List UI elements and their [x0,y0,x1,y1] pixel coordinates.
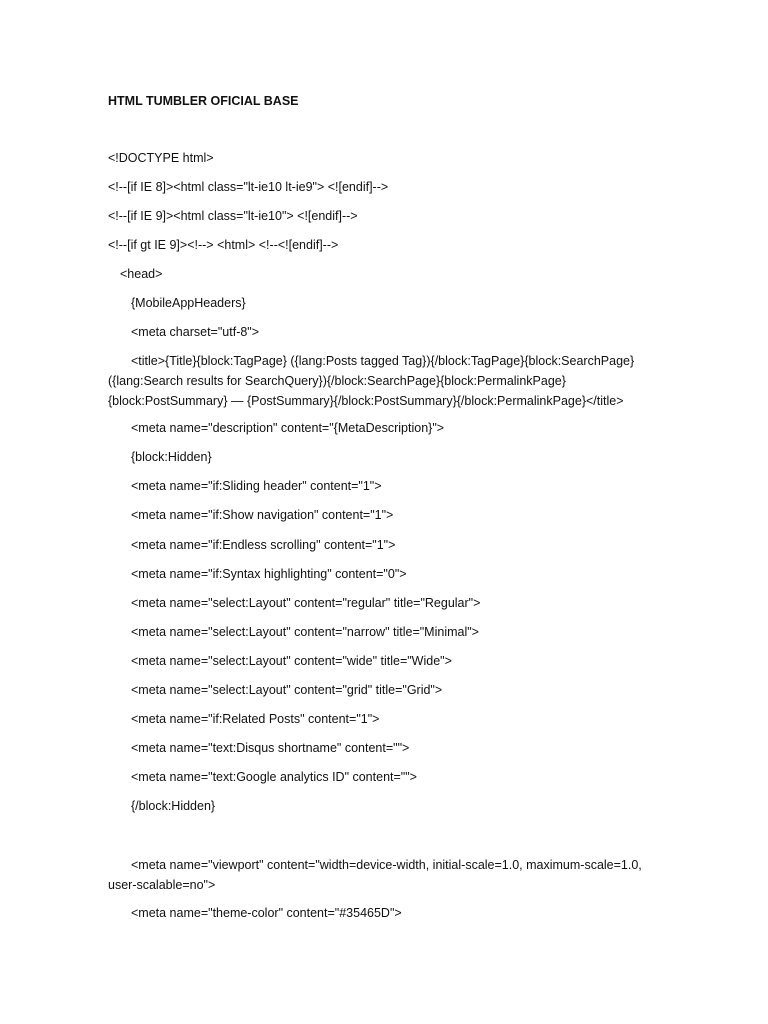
meta-disqus-line: <meta name="text:Disqus shortname" content=""> [131,741,410,755]
meta-theme-color-line: <meta name="theme-color" content="#35465D"> [131,906,402,920]
block-hidden-close-line: {/block:Hidden} [131,799,216,813]
title-tag-line: <title>{Title}{block:TagPage} ({lang:Posts tagged Tag}){/block:TagPage}{block:SearchPage} ({lang:Search results for SearchQuery}){/block:SearchPage}{block:PermalinkPage} {block:PostSummary} — {PostSummary}{/block:PostSummary}{/block:PermalinkPage}</title> [108,354,635,408]
head-open-line: <head> [120,267,163,281]
meta-layout-wide-line: <meta name="select:Layout" content="wide" title="Wide"> [131,654,452,668]
if-ie8-line: <!--[if IE 8]><html class="lt-ie10 lt-ie9"> <![endif]--> [108,180,389,194]
meta-description-line: <meta name="description" content="{MetaDescription}"> [131,421,445,435]
block-hidden-open-line: {block:Hidden} [131,450,212,464]
if-ie9-line: <!--[if IE 9]><html class="lt-ie10"> <![endif]--> [108,209,358,223]
meta-show-navigation-line: <meta name="if:Show navigation" content="1"> [131,508,394,522]
meta-charset-line: <meta charset="utf-8"> [131,325,260,339]
mobile-app-headers-line: {MobileAppHeaders} [131,296,246,310]
document-title: HTML TUMBLER OFICIAL BASE [108,94,299,108]
meta-endless-scrolling-line: <meta name="if:Endless scrolling" content="1"> [131,538,396,552]
meta-sliding-header-line: <meta name="if:Sliding header" content="1"> [131,479,382,493]
meta-viewport-line: <meta name="viewport" content="width=device-width, initial-scale=1.0, maximum-scale=1.0, user-scalable=no"> [108,858,642,892]
meta-layout-grid-line: <meta name="select:Layout" content="grid" title="Grid"> [131,683,443,697]
meta-layout-narrow-line: <meta name="select:Layout" content="narrow" title="Minimal"> [131,625,479,639]
meta-related-posts-line: <meta name="if:Related Posts" content="1"> [131,712,380,726]
meta-layout-regular-line: <meta name="select:Layout" content="regular" title="Regular"> [131,596,481,610]
meta-syntax-highlighting-line: <meta name="if:Syntax highlighting" content="0"> [131,567,407,581]
if-gt-ie9-line: <!--[if gt IE 9]><!--> <html> <!--<![endif]--> [108,238,339,252]
meta-google-analytics-line: <meta name="text:Google analytics ID" content=""> [131,770,417,784]
doctype-line: <!DOCTYPE html> [108,151,214,165]
